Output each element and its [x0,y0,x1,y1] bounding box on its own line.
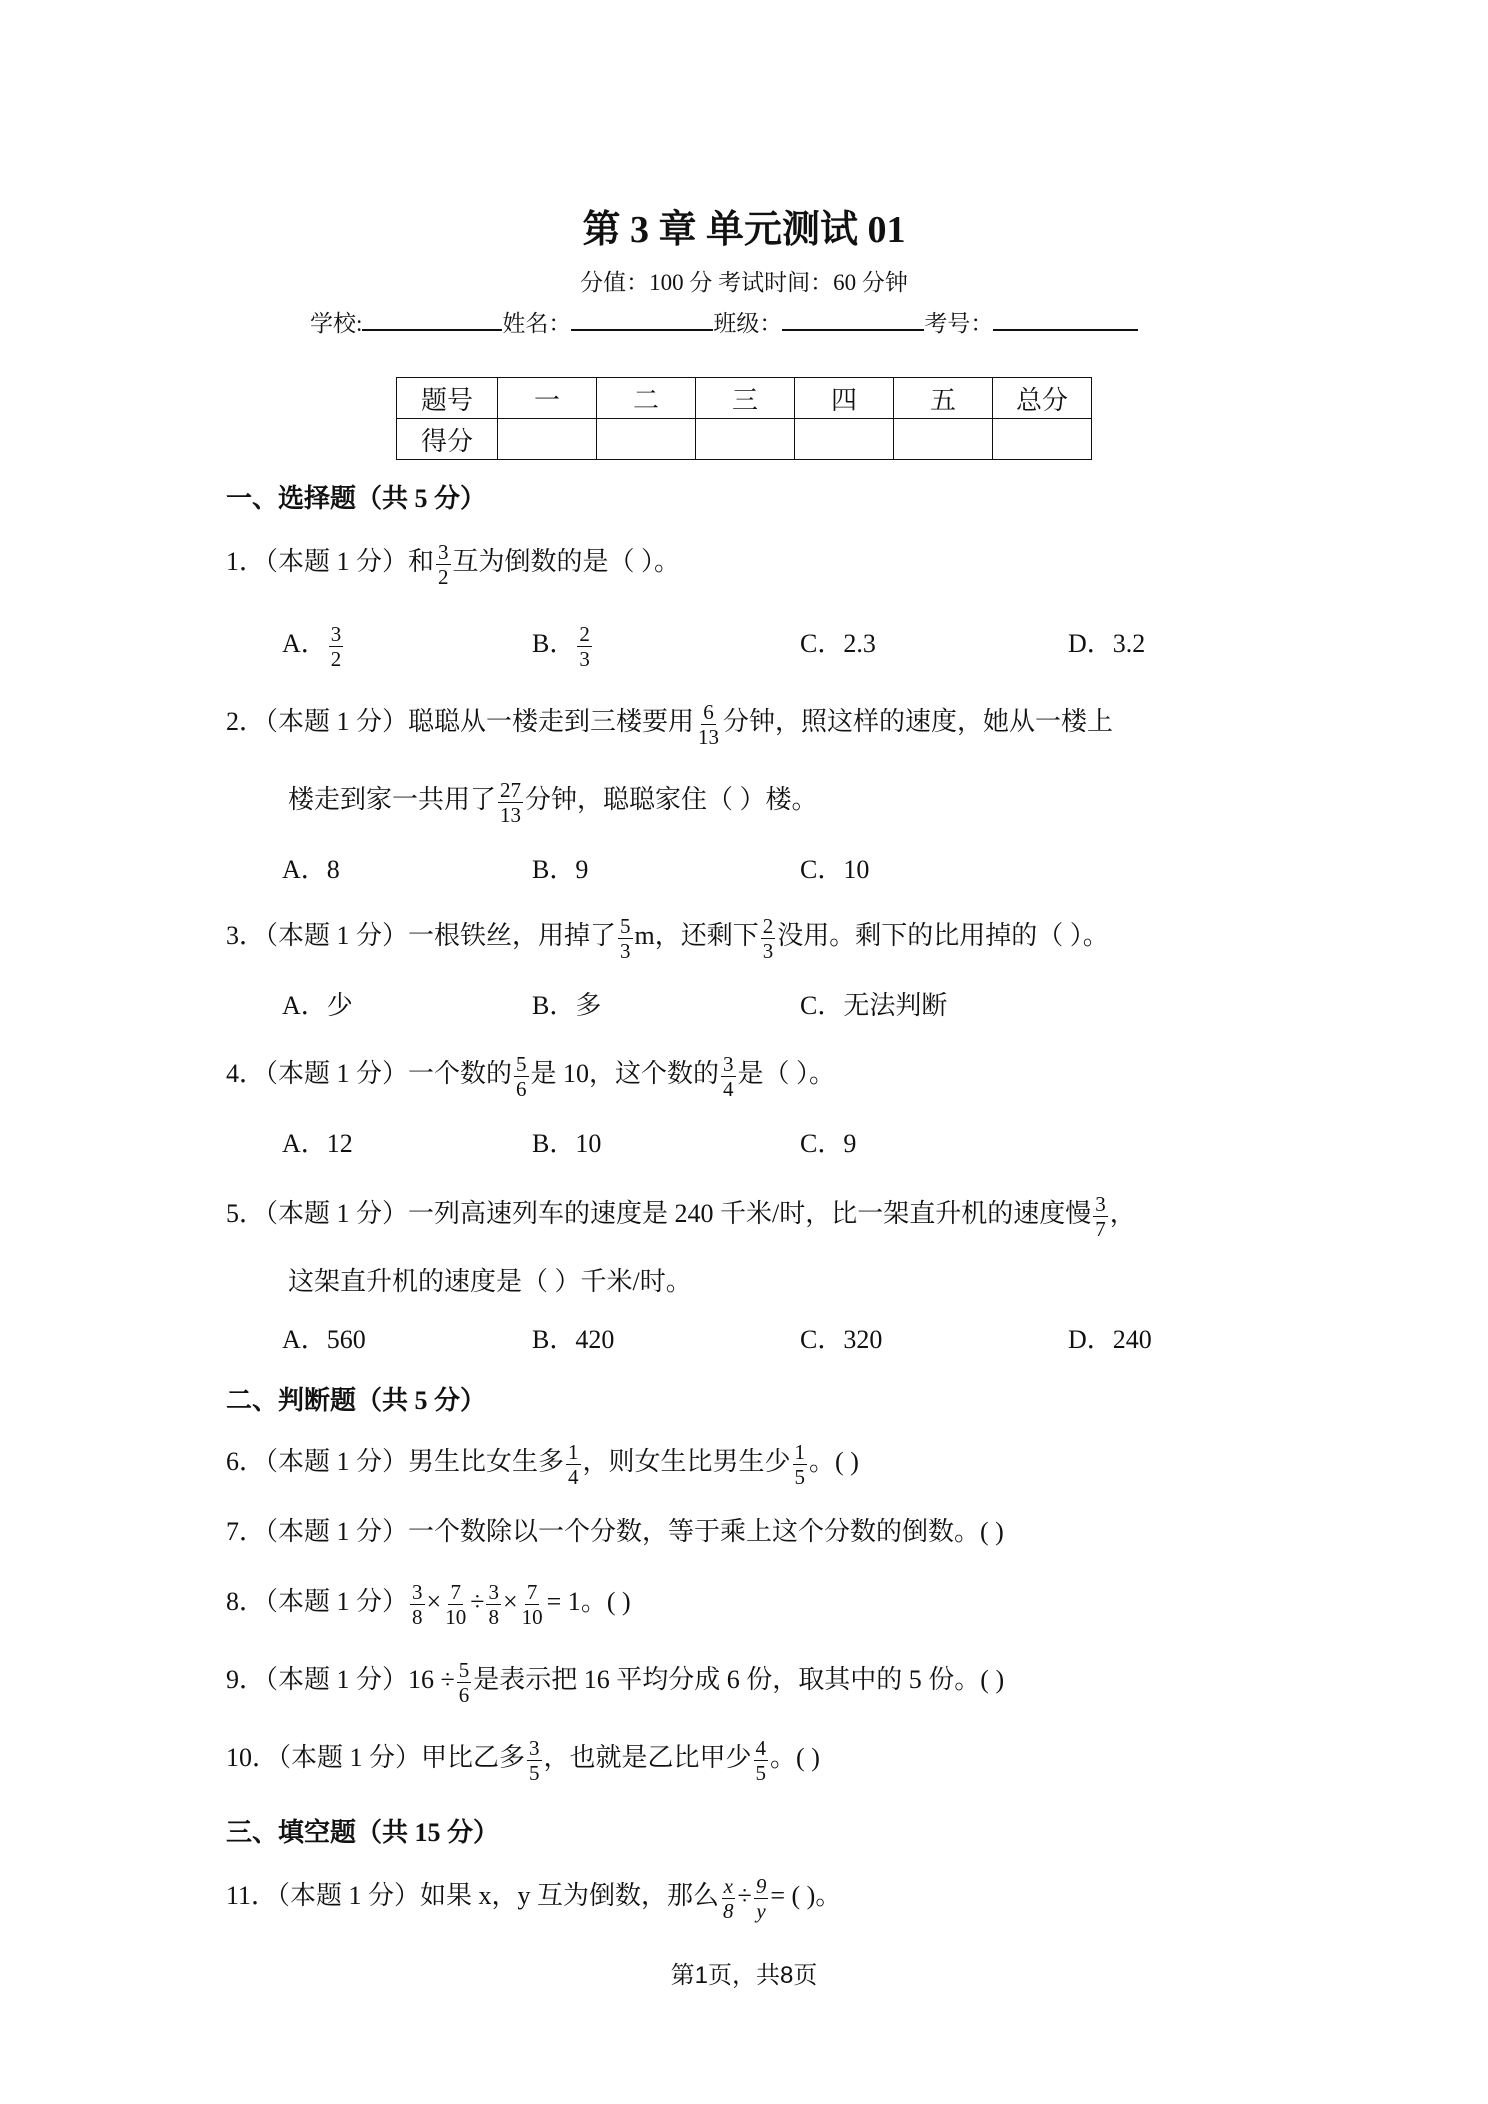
option-a[interactable]: A．560 [282,1325,366,1354]
fraction: $\frac{3}{8}$ [488,1579,499,1629]
option-a[interactable]: A．8 [282,855,340,884]
fraction: $\frac{3}{8}$ [412,1579,423,1629]
fraction: $\frac{x}{8}$ [723,1873,734,1923]
option-c[interactable]: C．2.3 [800,629,876,658]
fraction: $\frac{5}{6}$ [516,1051,527,1101]
fraction: $\frac{1}{5}$ [794,1439,806,1489]
fraction: $\frac{3}{7}$ [1095,1191,1106,1241]
question-4: 4．（本题 1 分）一个数的 $\frac{5}{6}$ 是 10，这个数的 $\frac{3}{4}$ 是（ ）。 [226,1051,836,1101]
question-text: 1．（本题 1 分）和 [226,547,435,576]
option-a[interactable]: A． $\frac{3}{2}$ [282,621,342,671]
question-text: 分钟，照这样的速度，她从一楼上 [723,707,1114,736]
student-info-line [310,305,1138,338]
score-input-cell[interactable] [696,419,795,460]
question-10: 10．（本题 1 分）甲比乙多 $\frac{3}{5}$ ，也就是乙比甲少 $\frac{4}{5}$ 。( ) [226,1735,820,1785]
option-c[interactable]: C．320 [800,1325,883,1354]
table-cell: 三 [696,378,795,419]
fraction: $\frac{3}{5}$ [529,1735,540,1785]
question-9: 9．（本题 1 分）16 ÷ $\frac{5}{6}$ 是表示把 16 平均分成 6 份，取其中的 5 份。( ) [226,1657,1005,1707]
page-footer: 第1页，共8页 [670,1962,818,1989]
score-input-cell[interactable] [993,419,1092,460]
fraction: $\frac{7}{10}$ [445,1579,467,1629]
fraction: $\frac{7}{10}$ [521,1579,543,1629]
table-cell: 四 [795,378,894,419]
question-6: 6．（本题 1 分）男生比女生多 $\frac{1}{4}$ ，则女生比男生少 $\frac{1}{5}$ 。( ) [226,1439,859,1489]
option-d[interactable]: D．3.2 [1068,629,1146,658]
fraction: $\frac{2}{3}$ [762,913,774,963]
class-label: 班级： [713,311,783,336]
score-input-cell[interactable] [894,419,993,460]
option-b[interactable]: B．9 [532,855,589,884]
fraction: $\frac{5}{6}$ [458,1657,470,1707]
question-2-line-2: 楼走到家一共用了 $\frac{27}{13}$ 分钟，聪聪家住（ ）楼。 [288,777,818,827]
option-d[interactable]: D．240 [1068,1325,1152,1354]
question-8: 8．（本题 1 分） $\frac{3}{8}$ × $\frac{7}{10}$ ÷ $\frac{3}{8}$ × $\frac{7}{10}$ = 1。( ) [226,1579,631,1629]
option-b[interactable]: B．多 [532,991,602,1020]
fraction: $\frac{3}{4}$ [723,1051,734,1101]
question-text: 互为倒数的是（ ）。 [452,547,681,576]
section-heading: 一、选择题（共 5 分） [226,484,487,513]
table-cell: 五 [894,378,993,419]
exam-no-label: 考号： [924,311,994,336]
question-5: 5．（本题 1 分）一列高速列车的速度是 240 千米/时，比一架直升机的速度慢 $\frac{3}{7}$ ， [226,1191,1136,1241]
option-c[interactable]: C．无法判断 [800,991,948,1020]
fraction: $\frac{3}{2}$ [438,539,449,589]
question-1 [226,532,680,592]
fraction: $\frac{4}{5}$ [755,1735,767,1785]
page-total: 8 [780,1962,794,1989]
class-blank[interactable] [782,307,924,331]
table-cell: 一 [498,378,597,419]
score-input-cell[interactable] [597,419,696,460]
option-b[interactable]: B．420 [532,1325,615,1354]
score-input-cell[interactable] [795,419,894,460]
question-5-line-2: 这架直升机的速度是（ ）千米/时。 [288,1267,692,1296]
table-cell: 得分 [397,419,498,460]
school-label: 学校: [310,311,363,336]
exam-no-blank[interactable] [993,307,1138,331]
name-blank[interactable] [571,307,713,331]
question-3: 3．（本题 1 分）一根铁丝，用掉了 $\frac{5}{3}$ m，还剩下 $\frac{2}{3}$ 没用。剩下的比用掉的（ ）。 [226,913,1109,963]
fraction: $\frac{27}{13}$ [500,777,522,827]
fraction: $\frac{9}{y}$ [755,1873,767,1923]
fraction: $\frac{5}{3}$ [620,913,631,963]
name-label: 姓名： [502,311,572,336]
option-b[interactable]: B．10 [532,1129,602,1158]
question-7: 7．（本题 1 分）一个数除以一个分数，等于乘上这个分数的倒数。( ) [226,1517,1004,1546]
exam-meta: 分值：100 分 考试时间：60 分钟 [580,270,908,295]
score-table-score-row [397,419,1092,460]
option-c[interactable]: C．10 [800,855,870,884]
score-input-cell[interactable] [498,419,597,460]
question-2 [226,692,1113,752]
option-b[interactable]: B． $\frac{2}{3}$ [532,621,590,671]
section-heading: 三、填空题（共 15 分） [226,1818,500,1847]
table-cell: 总分 [993,378,1092,419]
question-text: 2．（本题 1 分）聪聪从一楼走到三楼要用 [226,707,695,736]
score-table [396,377,1092,460]
table-cell: 二 [597,378,696,419]
option-c[interactable]: C．9 [800,1129,857,1158]
section-heading: 二、判断题（共 5 分） [226,1386,487,1415]
page-number: 1 [694,1962,708,1989]
table-cell: 题号 [397,378,498,419]
option-a[interactable]: A．少 [282,991,353,1020]
page-title: 第 3 章 单元测试 01 [582,209,906,251]
fraction: $\frac{6}{13}$ [698,699,720,749]
school-blank[interactable] [362,307,502,331]
question-11: 11．（本题 1 分）如果 x，y 互为倒数，那么 $\frac{x}{8}$ ÷ $\frac{9}{y}$ = ( )。 [226,1873,842,1923]
fraction: $\frac{1}{4}$ [568,1439,579,1489]
score-table-header-row [397,378,1092,419]
option-a[interactable]: A．12 [282,1129,353,1158]
